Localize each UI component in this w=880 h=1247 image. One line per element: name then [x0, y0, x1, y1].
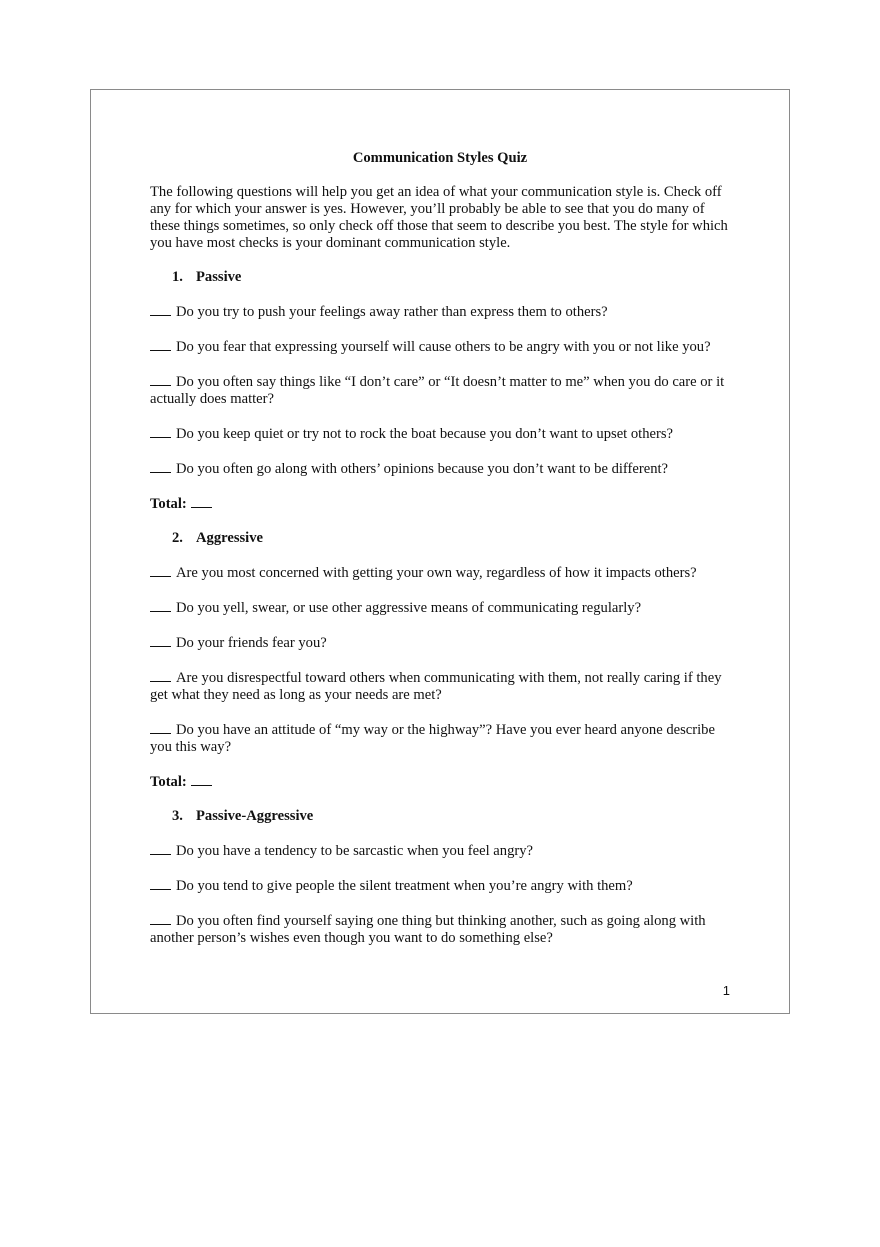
section-passive-aggressive	[150, 808, 730, 947]
section-number: 3.	[172, 808, 183, 824]
checkbox-blank[interactable]	[150, 338, 171, 351]
total-blank[interactable]	[191, 495, 212, 508]
question-item	[150, 373, 730, 408]
checkbox-blank[interactable]	[150, 634, 171, 647]
section-passive	[150, 269, 730, 513]
section-heading	[150, 530, 730, 547]
section-number: 2.	[172, 530, 183, 546]
question-item	[150, 842, 730, 860]
checkbox-blank[interactable]	[150, 669, 171, 682]
question-text: Do you fear that expressing yourself will cause others to be angry with you or not like you?	[176, 339, 711, 355]
question-item	[150, 912, 730, 947]
question-text: Do you tend to give people the silent treatment when you’re angry with them?	[176, 878, 633, 894]
checkbox-blank[interactable]	[150, 303, 171, 316]
question-item	[150, 721, 730, 756]
section-number: 1.	[172, 269, 183, 285]
total-line	[150, 773, 730, 791]
checkbox-blank[interactable]	[150, 912, 171, 925]
checkbox-blank[interactable]	[150, 842, 171, 855]
checkbox-blank[interactable]	[150, 425, 171, 438]
question-text: Do you keep quiet or try not to rock the boat because you don’t want to upset others?	[176, 426, 674, 442]
question-text: Do you have a tendency to be sarcastic when you feel angry?	[176, 843, 533, 859]
section-heading	[150, 808, 730, 825]
question-item	[150, 877, 730, 895]
question-item	[150, 564, 730, 582]
section-aggressive	[150, 530, 730, 791]
question-text: Do you have an attitude of “my way or the highway”? Have you ever heard anyone describe you this way?	[150, 722, 715, 755]
question-text: Are you disrespectful toward others when communicating with them, not really caring if they get what they need as long as your needs are met?	[150, 670, 722, 703]
question-item	[150, 303, 730, 321]
question-text: Are you most concerned with getting your own way, regardless of how it impacts others?	[176, 565, 697, 581]
total-line	[150, 495, 730, 513]
question-item	[150, 338, 730, 356]
question-item	[150, 460, 730, 478]
question-item	[150, 425, 730, 443]
question-text: Do you often say things like “I don’t care” or “It doesn’t matter to me” when you do care or it actually does matter?	[150, 374, 725, 407]
question-text: Do you often find yourself saying one thing but thinking another, such as going along with another person’s wishes even though you want to do something else?	[150, 913, 706, 946]
page-frame	[90, 89, 790, 1014]
section-title: Aggressive	[196, 530, 264, 546]
question-item	[150, 599, 730, 617]
question-text: Do your friends fear you?	[176, 635, 327, 651]
question-item	[150, 669, 730, 704]
question-text: Do you yell, swear, or use other aggressive means of communicating regularly?	[176, 600, 642, 616]
checkbox-blank[interactable]	[150, 599, 171, 612]
page-content	[150, 150, 730, 964]
checkbox-blank[interactable]	[150, 373, 171, 386]
total-blank[interactable]	[191, 773, 212, 786]
checkbox-blank[interactable]	[150, 460, 171, 473]
checkbox-blank[interactable]	[150, 564, 171, 577]
checkbox-blank[interactable]	[150, 721, 171, 734]
section-heading	[150, 269, 730, 286]
question-text: Do you try to push your feelings away rather than express them to others?	[176, 304, 608, 320]
intro-paragraph: The following questions will help you get an idea of what your communication style is. Check off any for which your answer is yes. However, you’ll probably be able to see that you do many of these things sometimes, so only check off those that seem to describe you best. The style for which you have most checks is your dominant communication style.	[150, 184, 728, 251]
document-title: Communication Styles Quiz	[352, 150, 528, 166]
page-number: 1	[722, 983, 730, 998]
section-title: Passive-Aggressive	[196, 808, 314, 824]
section-title: Passive	[196, 269, 242, 285]
question-text: Do you often go along with others’ opinions because you don’t want to be different?	[176, 461, 669, 477]
total-label: Total:	[150, 496, 187, 512]
question-item	[150, 634, 730, 652]
checkbox-blank[interactable]	[150, 877, 171, 890]
total-label: Total:	[150, 774, 187, 790]
